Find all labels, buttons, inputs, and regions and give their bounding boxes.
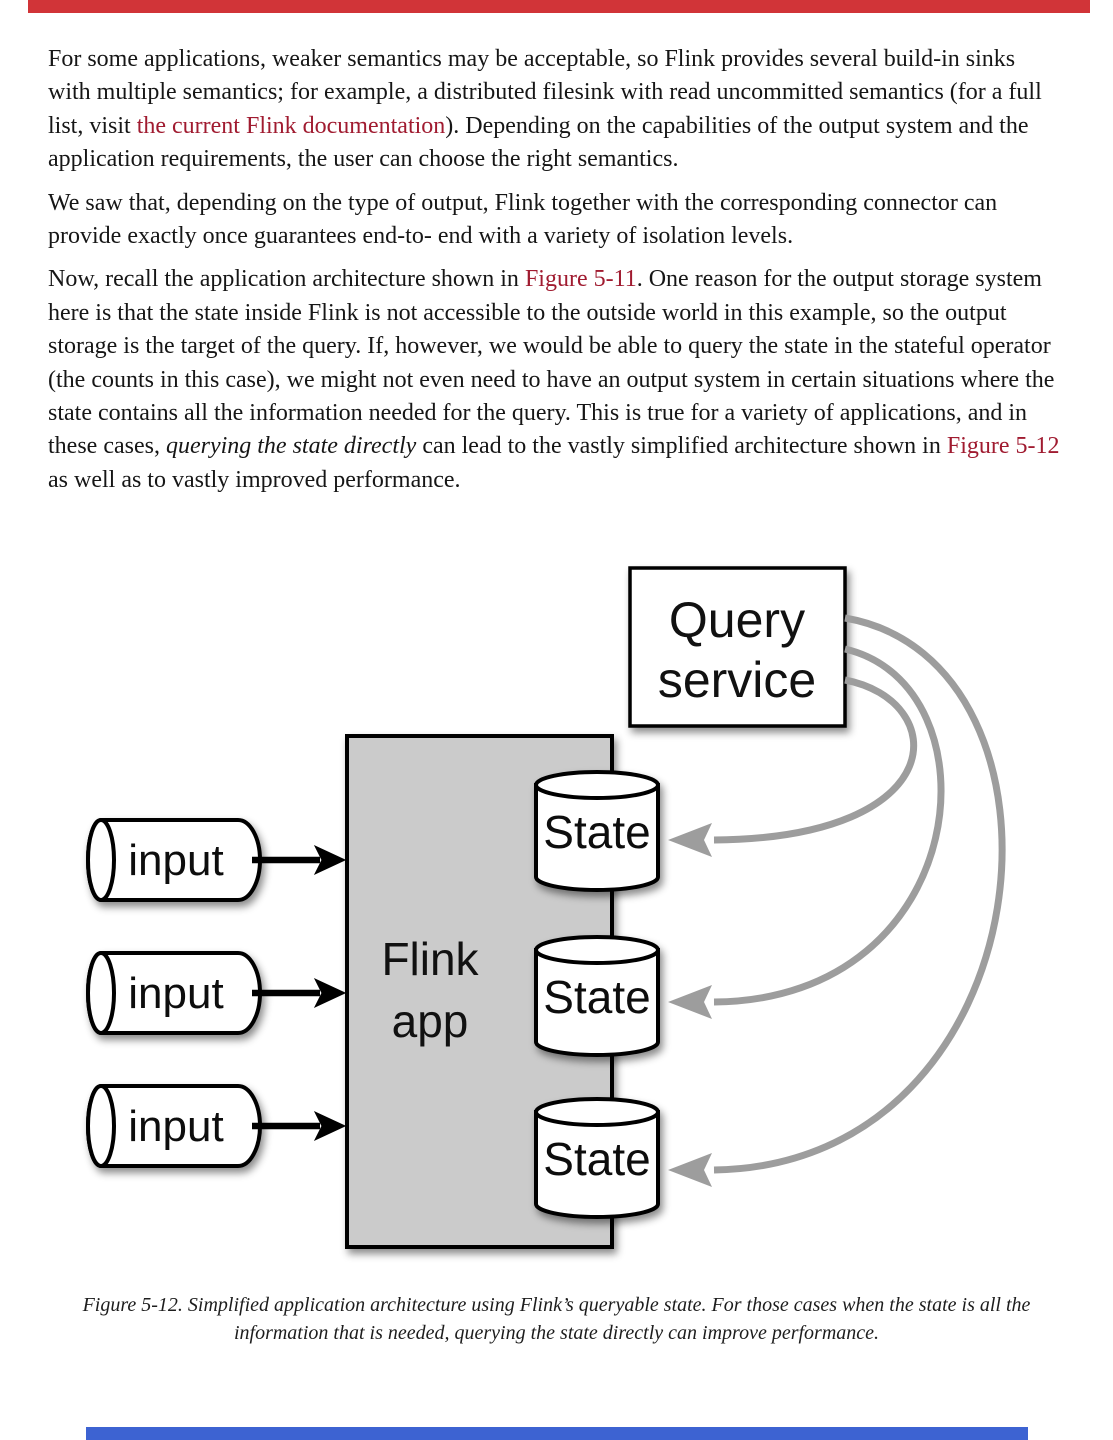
query-arc-arrowheads (668, 823, 712, 1187)
body-text-segment: ). Depending on the capabilities of the output system and the application requirements, the user can choose the right semantics. (48, 112, 1029, 173)
emphasis-text: querying the state directly (165, 433, 417, 460)
input-arrow (252, 979, 345, 1007)
query-service-box (630, 568, 845, 726)
inline-link[interactable]: Figure 5-12 (946, 433, 1060, 460)
input-cylinder-1 (88, 820, 260, 900)
figure-caption (0, 1292, 1113, 1347)
arc-arrowhead (668, 823, 712, 857)
query-service-label-line1: Query (668, 592, 806, 648)
body-text-segment: . One reason for the output storage system here is that the state inside Flink is not accessible to the outside world in this example, so the output storage is the target of the query. If, however, we would be able to query the state in the stateful operator (the counts in this case), we might not even need to have an output system in certain situations where the state contains all the information needed for the query. This is true for a variety of applications, and in these cases, (48, 266, 1055, 460)
state-cylinder-1 (536, 772, 658, 890)
input-cylinder-2 (88, 953, 260, 1033)
state-label: State (543, 806, 651, 858)
flink-app-label-line1: Flink (381, 933, 479, 985)
input-label: input (128, 836, 224, 885)
arc-arrowhead (668, 985, 712, 1019)
input-label: input (128, 969, 224, 1018)
state-label: State (543, 971, 651, 1023)
flink-app-label-line2: app (391, 995, 469, 1047)
input-label: input (128, 1102, 224, 1151)
arc-arrowhead (668, 1153, 712, 1187)
body-text-segment: We saw that, depending on the type of output, Flink together with the corresponding connector can provide exactly once guarantees end-to- end with a variety of isolation levels. (48, 189, 998, 250)
state-cylinder-2 (536, 937, 658, 1055)
inline-link[interactable]: the current Flink documentation (136, 112, 446, 139)
bottom-blue-bar (86, 1427, 1028, 1440)
input-arrow (252, 1112, 345, 1140)
state-label: State (543, 1133, 651, 1185)
input-arrow (252, 846, 345, 874)
body-text-segment: can lead to the vastly simplified architecture shown in (416, 433, 947, 460)
body-text-segment: Now, recall the application architecture shown in (48, 266, 525, 293)
input-arrows (252, 846, 345, 1140)
query-service-label-line2: service (657, 652, 817, 708)
input-cylinder-3 (88, 1086, 260, 1166)
body-text-segment: For some applications, weaker semantics may be acceptable, so Flink provides several build-in sinks with multiple semantics; for example, a distributed filesink with read uncommitted semantics (for a full list, visit (48, 46, 1042, 139)
figure-caption-text: Figure 5-12. Simplified application architecture using Flink’s queryable state. For those cases when the state is all the information that is needed, querying the state directly can improve performance. (82, 1294, 1031, 1344)
inline-link[interactable]: Figure 5-11 (524, 266, 637, 293)
state-cylinder-3 (536, 1099, 658, 1217)
body-text-segment: as well as to vastly improved performance. (48, 466, 461, 493)
